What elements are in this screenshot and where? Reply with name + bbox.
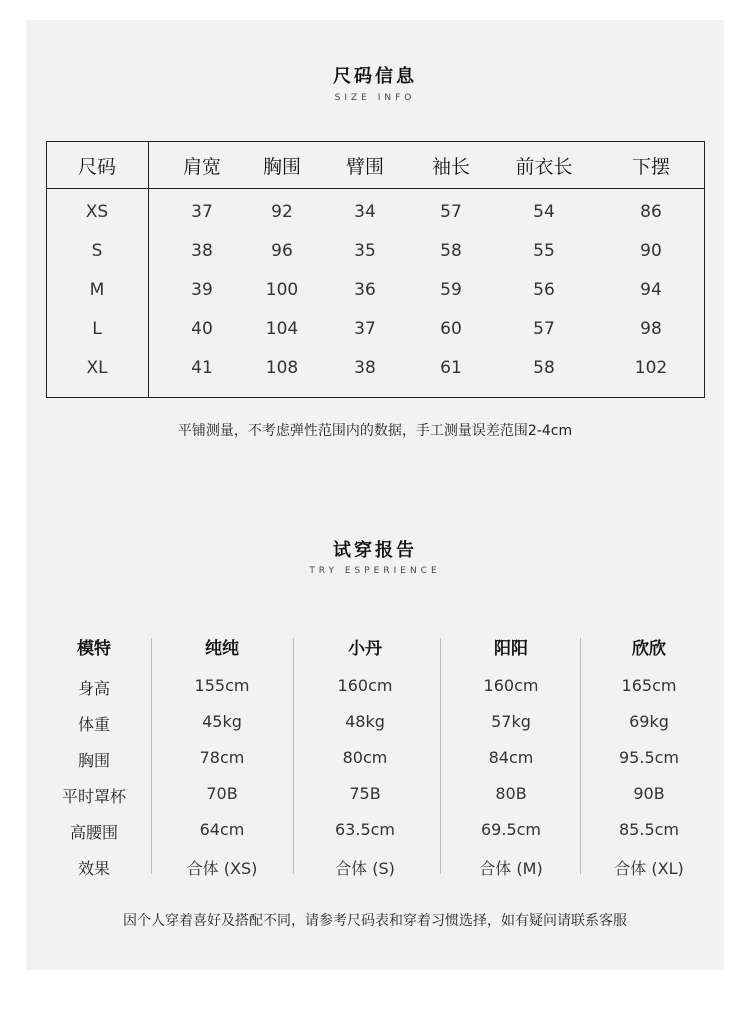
try-value-cell: 57kg	[491, 712, 531, 731]
size-value-cell: 57	[440, 202, 462, 222]
measurement-note: 平铺测量，不考虑弹性范围内的数据，手工测量误差范围2-4cm	[177, 423, 573, 439]
try-report-title: 试穿报告	[333, 540, 417, 561]
footer-note: 因个人穿着喜好及搭配不同，请参考尺码表和穿着习惯选择，如有疑问请联系客服	[123, 913, 627, 929]
try-table-column-divider	[580, 638, 581, 874]
size-table	[46, 141, 705, 398]
size-value-cell: 61	[440, 358, 462, 378]
size-table-header-cell: 肩宽	[182, 156, 222, 178]
try-value-cell: 69.5cm	[480, 820, 542, 839]
try-value-cell: 合体 (XL)	[614, 859, 684, 878]
size-value-cell: 90	[640, 241, 662, 261]
size-value-cell: 37	[354, 319, 376, 339]
size-table-column-divider	[148, 142, 149, 397]
size-value-cell: 58	[440, 241, 462, 261]
size-value-cell: 92	[271, 202, 293, 222]
size-value-cell: 39	[191, 280, 213, 300]
size-value-cell: 104	[265, 319, 299, 339]
try-value-cell: 85.5cm	[618, 820, 680, 839]
try-value-cell: 69kg	[629, 712, 669, 731]
try-value-cell: 90B	[633, 784, 665, 803]
try-row-label: 身高	[77, 679, 111, 698]
size-label-cell: S	[91, 241, 103, 261]
try-value-cell: 155cm	[194, 676, 250, 695]
try-value-cell: 合体 (S)	[335, 859, 395, 878]
size-table-header-cell: 下摆	[631, 156, 671, 178]
size-value-cell: 60	[440, 319, 462, 339]
try-value-cell: 合体 (XS)	[186, 859, 258, 878]
size-value-cell: 55	[533, 241, 555, 261]
size-value-cell: 35	[354, 241, 376, 261]
size-value-cell: 37	[191, 202, 213, 222]
size-table-header-cell: 尺码	[77, 156, 117, 178]
try-value-cell: 165cm	[621, 676, 677, 695]
try-table-header-cell: 小丹	[348, 639, 382, 659]
try-value-cell: 84cm	[488, 748, 534, 767]
size-table-header-cell: 臂围	[345, 156, 385, 178]
size-info-title: 尺码信息	[333, 66, 417, 87]
try-table-header-cell: 阳阳	[494, 639, 528, 659]
try-value-cell: 合体 (M)	[479, 859, 543, 878]
size-label-cell: XS	[85, 202, 109, 222]
size-table-header-cell: 前衣长	[515, 156, 573, 178]
size-value-cell: 34	[354, 202, 376, 222]
try-table-header-cell: 纯纯	[205, 639, 239, 659]
size-value-cell: 36	[354, 280, 376, 300]
size-value-cell: 40	[191, 319, 213, 339]
try-row-label: 胸围	[77, 751, 111, 770]
try-table-column-divider	[440, 638, 441, 874]
size-value-cell: 102	[634, 358, 668, 378]
size-value-cell: 41	[191, 358, 213, 378]
size-value-cell: 94	[640, 280, 662, 300]
try-value-cell: 48kg	[345, 712, 385, 731]
size-value-cell: 38	[191, 241, 213, 261]
size-table-header-divider	[47, 188, 704, 189]
size-value-cell: 38	[354, 358, 376, 378]
try-row-label: 效果	[77, 859, 111, 878]
try-value-cell: 80cm	[342, 748, 388, 767]
size-value-cell: 100	[265, 280, 299, 300]
size-table-header-cell: 袖长	[431, 156, 471, 178]
size-value-cell: 98	[640, 319, 662, 339]
try-report-subtitle: TRY ESPERIENCE	[309, 566, 441, 576]
size-label-cell: L	[92, 319, 102, 339]
try-table-header-cell: 欣欣	[632, 639, 666, 659]
try-value-cell: 45kg	[202, 712, 242, 731]
try-row-label: 体重	[77, 715, 111, 734]
size-table-header-cell: 胸围	[262, 156, 302, 178]
size-label-cell: M	[89, 280, 105, 300]
try-row-label: 平时罩杯	[61, 787, 127, 806]
try-value-cell: 64cm	[199, 820, 245, 839]
size-label-cell: XL	[86, 358, 108, 378]
size-value-cell: 108	[265, 358, 299, 378]
try-value-cell: 63.5cm	[334, 820, 396, 839]
size-value-cell: 96	[271, 241, 293, 261]
size-info-subtitle: SIZE INFO	[334, 93, 416, 103]
size-value-cell: 58	[533, 358, 555, 378]
try-value-cell: 160cm	[483, 676, 539, 695]
try-value-cell: 75B	[349, 784, 381, 803]
try-row-label: 高腰围	[69, 823, 119, 842]
try-value-cell: 95.5cm	[618, 748, 680, 767]
size-value-cell: 59	[440, 280, 462, 300]
size-value-cell: 54	[533, 202, 555, 222]
try-value-cell: 160cm	[337, 676, 393, 695]
size-value-cell: 56	[533, 280, 555, 300]
size-value-cell: 86	[640, 202, 662, 222]
try-value-cell: 78cm	[199, 748, 245, 767]
try-value-cell: 80B	[495, 784, 527, 803]
try-table-column-divider	[151, 638, 152, 874]
try-table	[0, 630, 750, 880]
size-value-cell: 57	[533, 319, 555, 339]
try-table-column-divider	[293, 638, 294, 874]
try-table-header-cell: 模特	[77, 639, 111, 659]
try-value-cell: 70B	[206, 784, 238, 803]
